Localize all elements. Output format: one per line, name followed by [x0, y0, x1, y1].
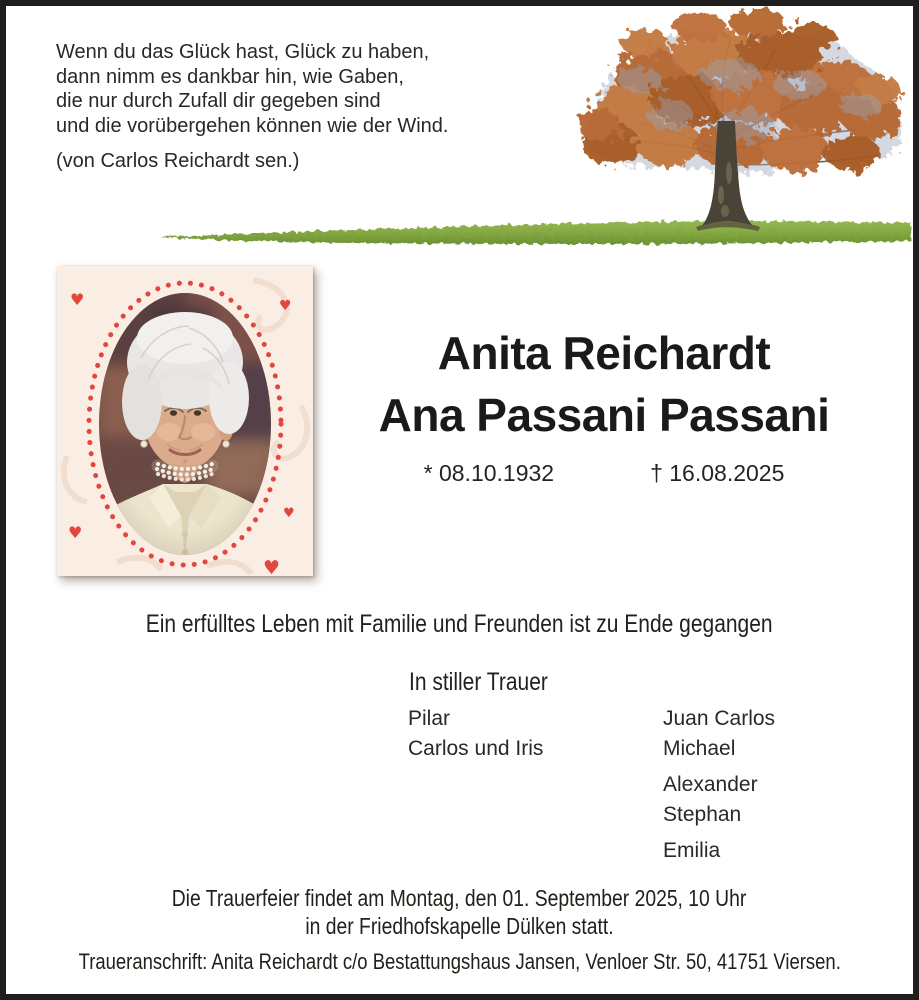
mourner-name: Carlos und Iris — [408, 737, 544, 760]
heart-icon: ♥ — [68, 523, 83, 542]
mourner-name: Michael — [663, 737, 736, 760]
grass-strip — [158, 221, 911, 244]
tree-foliage — [578, 9, 902, 172]
mourner-name: Pilar — [408, 707, 451, 730]
poem-line: Wenn du das Glück hast, Glück zu haben, — [56, 41, 430, 63]
poem-line: dann nimm es dankbar hin, wie Gaben, — [56, 65, 404, 88]
portrait-photo — [57, 266, 313, 579]
mourning-title: In stiller Trauer — [409, 668, 548, 696]
poem-attribution: (von Carlos Reichardt sen.) — [56, 150, 300, 172]
closing-line: Ein erfülltes Leben mit Familie und Freunden ist zu Ende gegangen — [146, 610, 773, 638]
heart-icon: ♥ — [279, 298, 292, 314]
poem-line: und die vorübergehen können wie der Wind. — [56, 114, 449, 137]
deceased-name-line2: Ana Passani Passani — [378, 389, 830, 441]
mourner-group — [663, 770, 775, 830]
heart-icon: ♥ — [283, 506, 295, 521]
death-date: † 16.08.2025 — [650, 460, 785, 486]
mourner-group — [663, 704, 775, 764]
poem-line: die nur durch Zufall dir gegeben sind — [56, 90, 381, 112]
life-dates — [334, 460, 874, 487]
mourner-group — [663, 836, 775, 866]
mourning-address: Traueranschrift: Anita Reichardt c/o Bestattungshaus Jansen, Venloer Str. 50, 41751 Viersen. — [78, 949, 841, 974]
closing-line-wrap — [0, 610, 919, 639]
mourning-address-wrap — [0, 948, 919, 976]
heart-icon: ♥ — [70, 290, 85, 309]
autumn-tree-image — [0, 5, 913, 247]
heart-icon: ♥ — [263, 557, 281, 579]
birth-date: * 08.10.1932 — [423, 460, 555, 486]
deceased-title-block — [334, 322, 874, 487]
mourner-name: Juan Carlos — [663, 707, 776, 730]
mourner-name: Alexander — [663, 773, 758, 796]
funeral-info — [0, 884, 919, 940]
mourning-title-wrap — [409, 668, 574, 697]
mourners-left-column — [408, 704, 543, 764]
mourner-name: Emilia — [663, 839, 721, 862]
photo-card — [57, 266, 313, 579]
funeral-line2: in der Friedhofskapelle Dülken statt. — [305, 913, 614, 939]
mourner-name: Stephan — [663, 803, 742, 826]
funeral-line1: Die Trauerfeier findet am Montag, den 01. September 2025, 10 Uhr — [172, 885, 747, 911]
mourners-right-column — [663, 704, 775, 866]
deceased-name-line1: Anita Reichardt — [437, 327, 771, 379]
